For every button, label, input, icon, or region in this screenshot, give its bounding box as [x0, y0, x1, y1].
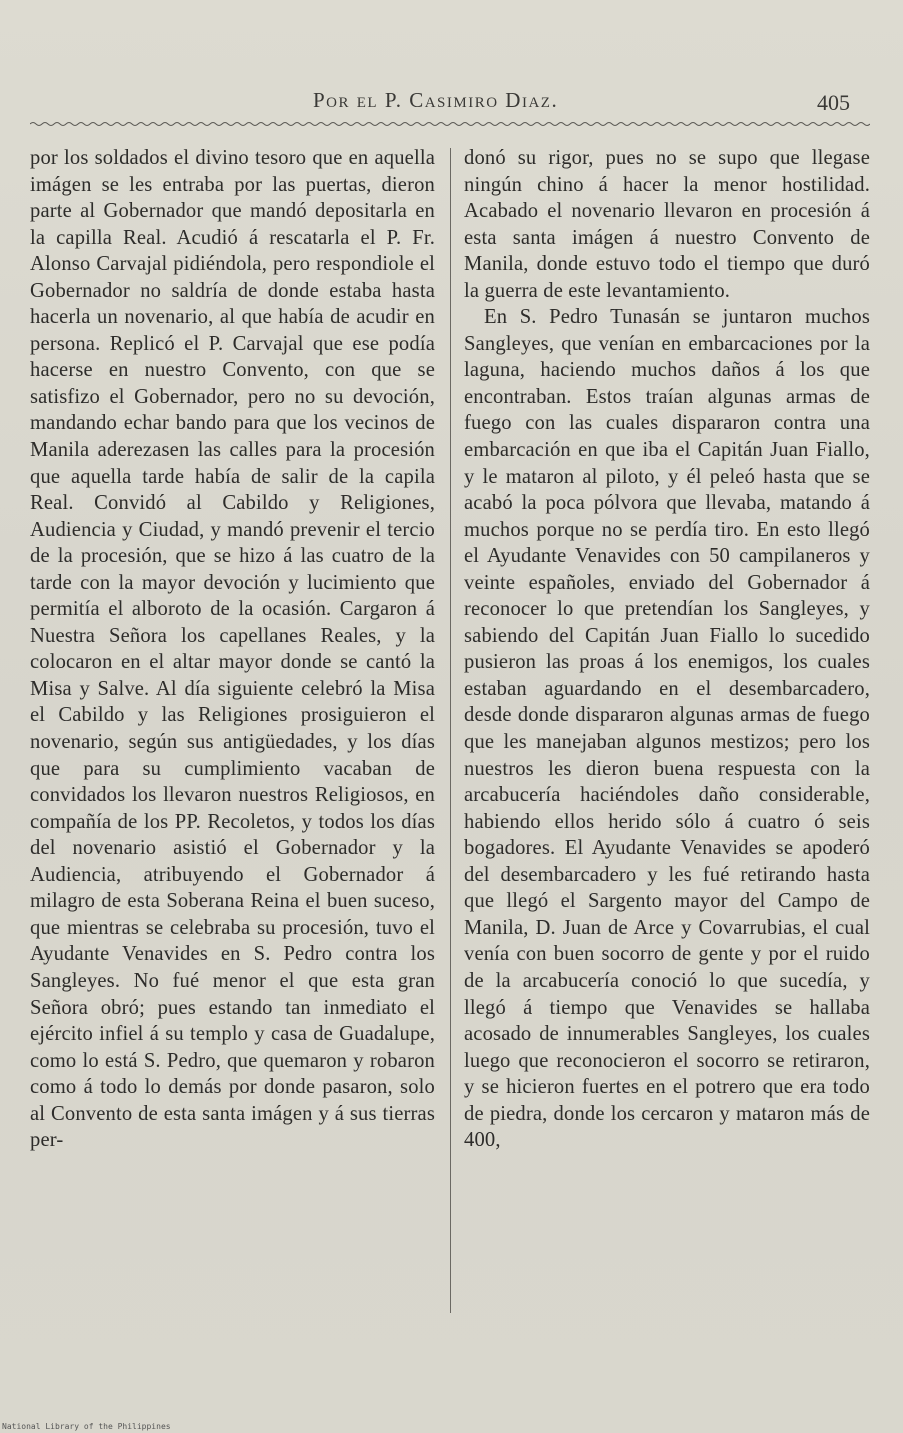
page-header — [30, 86, 870, 118]
right-column — [464, 145, 870, 1154]
page-number: 405 — [817, 90, 850, 115]
left-paragraph-1: por los soldados el divino tesoro que en aquella imágen se les entraba por las puertas, dieron parte al Gobernador que mandó depositarla en la capilla Real. Acudió á rescatarla el P. Fr. Alonso Carvajal pidiéndola, pero respondiole el Gobernador no saldría de donde estaba hasta hacerla un novenario, al que había de acudir en persona. Replicó el P. Carvajal que ese podía hacerse en nuestro Convento, con que se satisfizo el Gobernador, pero no su devoción, mandando echar bando para que los vecinos de Manila aderezasen las calles para la procesión que aquella tarde había de salir de la capila Real. Convidó al Cabildo y Religiones, Audiencia y Ciudad, y mandó prevenir el tercio de la procesión, que se hizo á las cuatro de la tarde con la mayor devoción y lucimiento que permitía el alboroto de la ocasión. Cargaron á Nuestra Señora los capellanes Reales, y la colocaron en el altar mayor donde se cantó la Misa y Salve. Al día siguiente celebró la Misa el Cabildo y las Religiones prosiguieron el novenario, según sus antigüedades, y los días que para su cumplimiento vacaban de convidados los llevaron nuestros Religiosos, en compañía de los PP. Recoletos, y todos los días del novenario asistió el Gobernador y la Audiencia, atribuyendo el Gobernador á milagro de esta Soberana Reina el buen suceso, que mientras se celebraba su procesión, tuvo el Ayudante Venavides en S. Pedro contra los Sangleyes. No fué menor el que esta gran Señora obró; pues estando tan inmediato el ejército infiel á su templo y casa de Guadalupe, como lo está S. Pedro, que quemaron y robaron como á todo lo demás por donde pasaron, solo al Convento de esta santa imágen y á sus tierras per- — [30, 147, 435, 1152]
left-column — [30, 145, 435, 1154]
right-paragraph-1: donó su rigor, pues no se supo que llegase ningún chino á hacer la menor hostilidad. Acabado el novenario llevaron en procesión á esta santa imágen á nuestro Convento de Manila, donde estuvo todo el tiempo que duró la guerra de este levantamiento. — [464, 147, 870, 302]
ornamental-rule — [30, 121, 870, 127]
running-head: Por el P. Casimiro Diaz. — [313, 88, 559, 112]
right-paragraph-2: En S. Pedro Tunasán se juntaron muchos Sangleyes, que venían en embarcaciones por la laguna, haciendo muchos daños á los que encontraban. Estos traían algunas armas de fuego con las cuales dispararon contra una embarcación en que iba el Capitán Juan Fiallo, y le mataron al piloto, y él peleó hasta que se acabó la poca pólvora que llevaba, matando á muchos porque no se perdía tiro. En esto llegó el Ayudante Venavides con 50 campilaneros y veinte españoles, enviado del Gobernador á reconocer lo que pretendían los Sangleyes, y sabiendo del Capitán Juan Fiallo lo sucedido pusieron las proas á los enemigos, los cuales estaban aguardando en el desembarcadero, desde donde dispararon algunas armas de fuego que les manejaban algunos mestizos; pero los nuestros les dieron buena respuesta con la arcabucería haciéndoles daño considerable, habiendo ellos herido sólo á cuatro ó seis bogadores. El Ayudante Venavides se apoderó del desembarcadero y les fué retirando hasta que llegó el Sargento mayor del Campo de Manila, D. Juan de Arce y Covarrubias, el cual venía con buen socorro de gente y por el ruido de la arcabucería conoció lo que sucedía, y llegó á tiempo que Venavides se hallaba acosado de innumerables Sangleyes, los cuales luego que reconocieron el socorro se retiraron, y se hicieron fuertes en el potrero que era todo de piedra, donde los cercaron y mataron más de 400, — [464, 306, 870, 1152]
library-watermark: National Library of the Philippines — [2, 1422, 171, 1431]
column-divider — [450, 148, 451, 1313]
